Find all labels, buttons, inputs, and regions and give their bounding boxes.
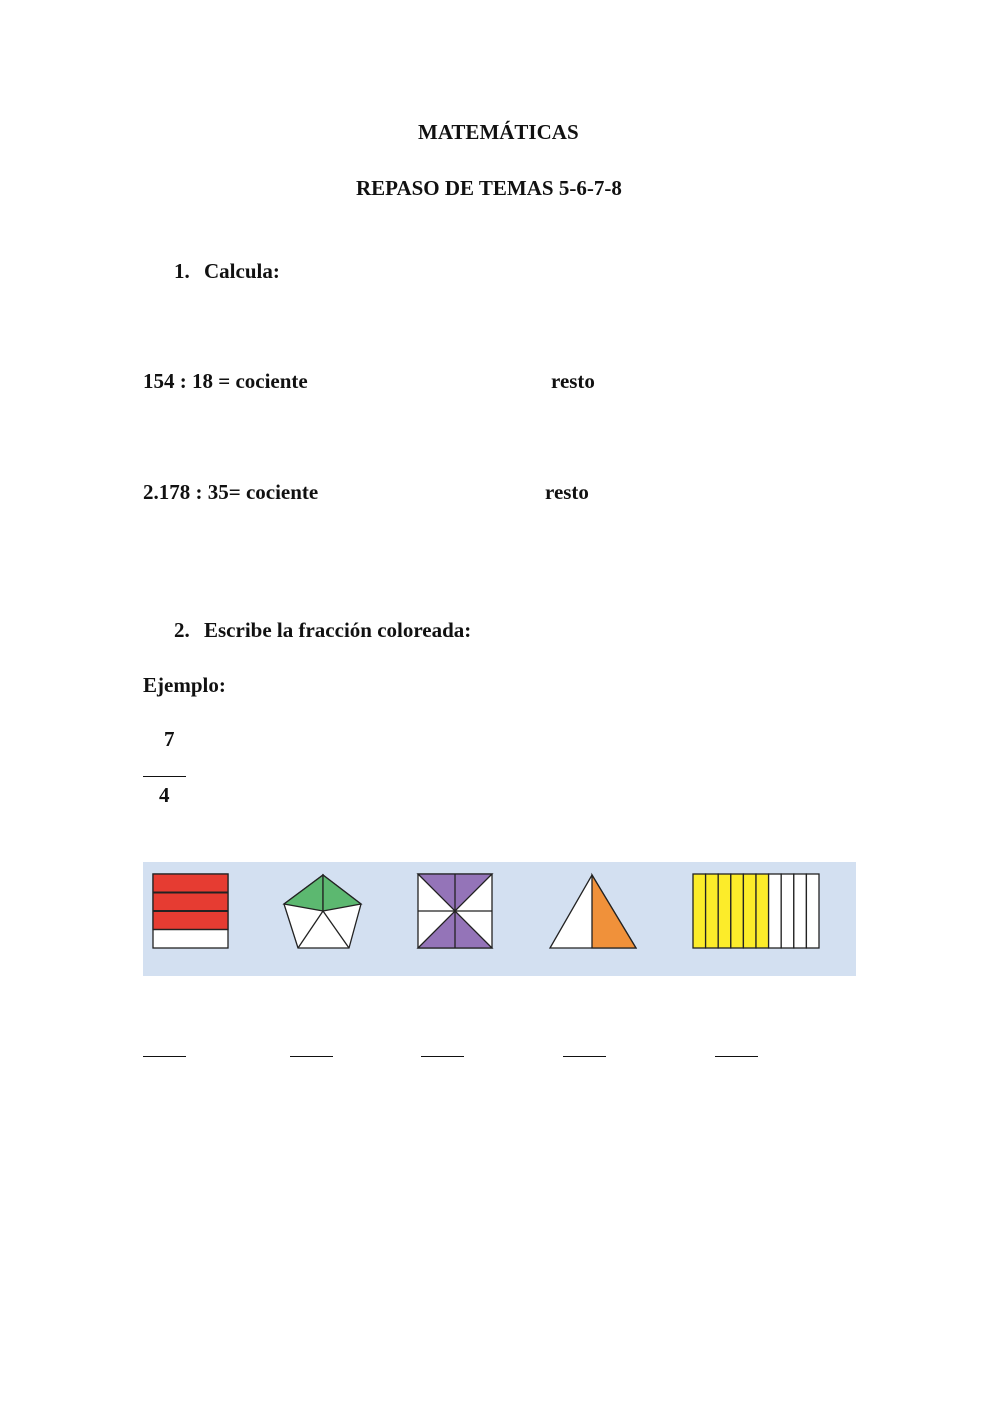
strip-part [706, 874, 719, 948]
q2-label: Escribe la fracción coloreada: [204, 618, 472, 642]
q1-number: 1. [174, 259, 190, 283]
strip-part [781, 874, 794, 948]
strip-part [731, 874, 744, 948]
q1-resto-2: resto [545, 480, 589, 504]
q2-number: 2. [174, 618, 190, 642]
page-title: MATEMÁTICAS [418, 120, 579, 144]
answer-blank-3[interactable] [421, 1056, 464, 1057]
answer-blank-5[interactable] [715, 1056, 758, 1057]
q1-resto-1: resto [551, 369, 595, 393]
answer-blank-1[interactable] [143, 1056, 186, 1057]
strip-part [806, 874, 819, 948]
figure-strips [693, 874, 819, 948]
example-numerator: 7 [164, 727, 175, 751]
q1-expr-1: 154 : 18 = cociente [143, 369, 308, 393]
strip-part [794, 874, 807, 948]
figure-rectangle [153, 874, 228, 948]
strip-part [769, 874, 782, 948]
q1-label: Calcula: [204, 259, 280, 283]
strip-part [718, 874, 731, 948]
strip-part [743, 874, 756, 948]
answer-blank-4[interactable] [563, 1056, 606, 1057]
q1-expr-2: 2.178 : 35= cociente [143, 480, 319, 504]
strip-part [693, 874, 706, 948]
answer-blank-2[interactable] [290, 1056, 333, 1057]
example-label: Ejemplo: [143, 673, 226, 697]
example-denominator: 4 [159, 783, 170, 807]
figure-square [418, 874, 492, 948]
strip-part [756, 874, 769, 948]
page-subtitle: REPASO DE TEMAS 5-6-7-8 [356, 176, 622, 200]
